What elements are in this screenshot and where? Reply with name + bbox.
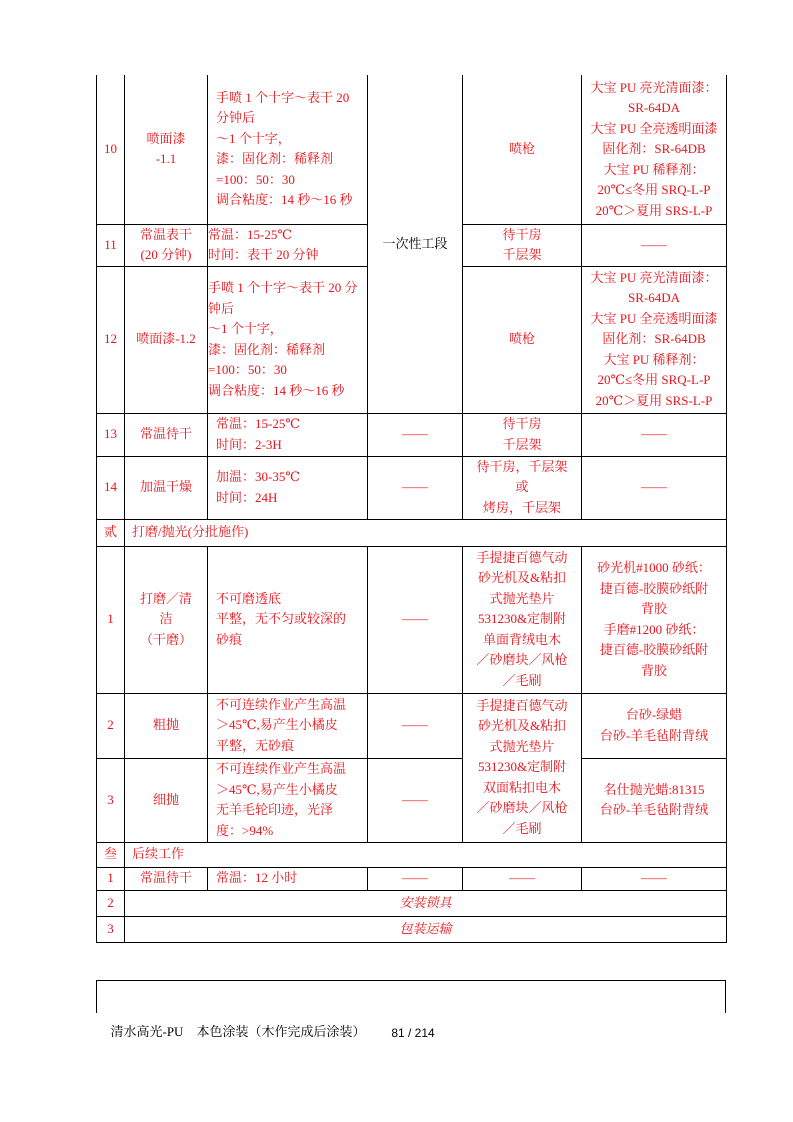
step-material: —— [582,456,727,519]
step-tool: 喷枪 [463,266,582,413]
step-material: 台砂-绿蜡 台砂-羊毛毡附背绒 [582,693,727,758]
step-number: 10 [97,75,125,224]
step-conditions: 手喷 1 个十字～表干 20 分 钟后 ～1 个十字， 漆：固化剂：稀释剂 =100：50：30 调合粘度：14 秒～16 秒 [208,266,368,413]
step-section: —— [368,456,463,519]
process-row [97,456,727,519]
step-tool: 待干房，千层架 或 烤房，千层架 [463,456,582,519]
step-tool: 手提捷百德气动 砂光机及&粘扣 式抛光垫片 531230&定制附 单面背绒电木 ／砂磨块／风枪 ／毛刷 [463,546,582,693]
process-row [97,75,727,224]
process-table [96,75,727,943]
section-title: 打磨/抛光(分批施作) [125,519,727,546]
step-material: —— [582,413,727,456]
page-number: 81 / 214 [391,1026,435,1040]
step-conditions: 常温：15-25℃ 时间：2-3H [208,413,368,456]
polish-tool-cell: 手提捷百德气动 砂光机及&粘扣 式抛光垫片 531230&定制附 双面粘扣电木 ／砂磨块／风枪 ／毛刷 [463,693,582,842]
work-section-cell: 一次性工段 [368,75,463,413]
step-number: 2 [97,890,125,916]
step-section: —— [368,546,463,693]
step-tool: 待干房 千层架 [463,224,582,266]
task-label: 包装运输 [125,916,727,942]
process-row [97,867,727,890]
section-row [97,519,727,546]
process-row [97,890,727,916]
step-tool: —— [463,867,582,890]
section-row [97,842,727,867]
step-material: 砂光机#1000 砂纸： 捷百德-胶膜砂纸附 背胶 手磨#1200 砂纸： 捷百德-胶膜砂纸附 背胶 [582,546,727,693]
process-row [97,758,727,842]
step-conditions: 不可连续作业产生高温 ＞45℃,易产生小橘皮 平整，无砂痕 [208,693,368,758]
process-row [97,413,727,456]
section-numeral: 贰 [97,519,125,546]
step-number: 11 [97,224,125,266]
task-label: 安装锁具 [125,890,727,916]
step-number: 1 [97,867,125,890]
step-section: —— [368,693,463,758]
step-name: 常温待干 [125,413,208,456]
step-number: 2 [97,693,125,758]
step-material: —— [582,224,727,266]
next-table-title: 清水高光-PU 本色涂装（木作完成后涂装） [110,1024,366,1039]
step-material: 名仕抛光蜡:81315 台砂-羊毛毡附背绒 [582,758,727,842]
step-conditions: 加温：30-35℃ 时间：24H [208,456,368,519]
step-tool: 喷枪 [463,75,582,224]
process-row [97,693,727,758]
step-number: 14 [97,456,125,519]
step-tool: 待干房 千层架 [463,413,582,456]
step-conditions: 常温：15-25℃ 时间：表干 20 分钟 [208,224,368,266]
step-material: —— [582,867,727,890]
step-conditions: 常温：12 小时 [208,867,368,890]
step-name: 细抛 [125,758,208,842]
step-name: 打磨／清 洁 （干磨） [125,546,208,693]
step-name: 喷面漆 -1.1 [125,75,208,224]
step-material: 大宝 PU 亮光清面漆： SR-64DA 大宝 PU 全亮透明面漆 固化剂：SR-64DB 大宝 PU 稀释剂： 20℃≤冬用 SRQ-L-P 20℃＞夏用 SRS-L-P [582,266,727,413]
step-section: —— [368,758,463,842]
section-numeral: 叁 [97,842,125,867]
step-number: 3 [97,758,125,842]
step-conditions: 手喷 1 个十字～表干 20 分钟后 ～1 个十字， 漆：固化剂：稀释剂 =100：50：30 调合粘度：14 秒～16 秒 [208,75,368,224]
section-title: 后续工作 [125,842,727,867]
step-number: 13 [97,413,125,456]
step-name: 常温表干 (20 分钟) [125,224,208,266]
step-number: 1 [97,546,125,693]
step-number: 3 [97,916,125,942]
process-row [97,916,727,942]
step-section: —— [368,413,463,456]
step-name: 常温待干 [125,867,208,890]
step-conditions: 不可连续作业产生高温 ＞45℃,易产生小橘皮 无羊毛轮印迹，光泽 度：>94% [208,758,368,842]
step-name: 粗抛 [125,693,208,758]
step-name: 喷面漆-1.2 [125,266,208,413]
step-conditions: 不可磨透底 平整，无不匀或较深的 砂痕 [208,546,368,693]
step-section: —— [368,867,463,890]
step-material: 大宝 PU 亮光清面漆： SR-64DA 大宝 PU 全亮透明面漆 固化剂：SR-64DB 大宝 PU 稀释剂： 20℃≤冬用 SRQ-L-P 20℃＞夏用 SRS-L-P [582,75,727,224]
step-name: 加温干燥 [125,456,208,519]
process-row [97,546,727,693]
step-number: 12 [97,266,125,413]
